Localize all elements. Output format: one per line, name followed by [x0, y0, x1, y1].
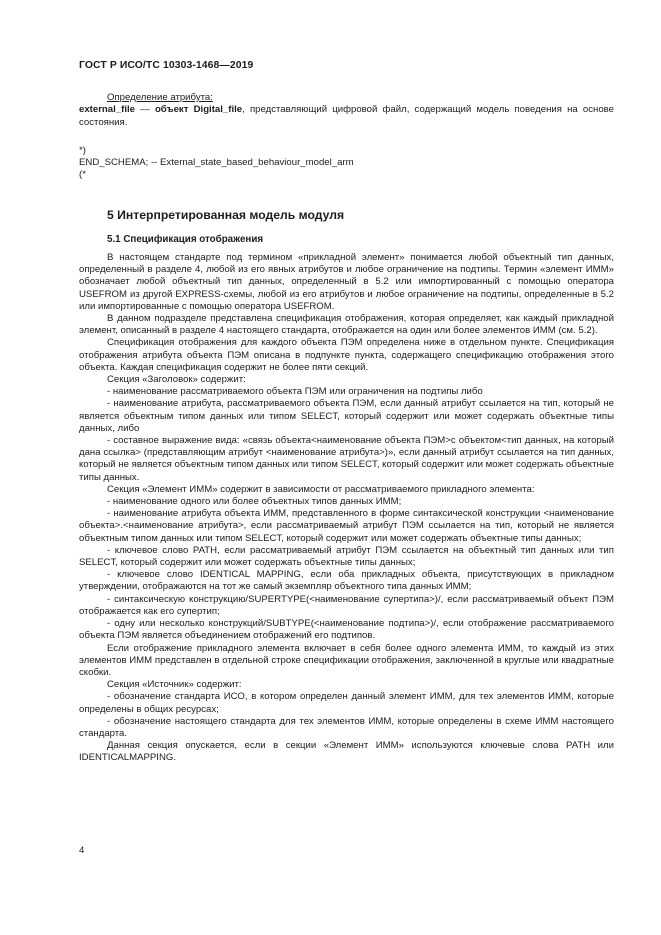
list-item: - наименование одного или более объектных типов данных ИММ; [107, 496, 402, 508]
attribute-term: external_file [79, 104, 135, 116]
list-item: - синтаксическую конструкцию/SUPERTYPE(<наименование супертипа>)/, если рассматриваемый объект ПЭМ отображается как его супертип; [79, 593, 614, 617]
list-item: - одну или несколько конструкций/SUBTYPE(<наименование подтипа>)/, если отображение рассматриваемого объекта ПЭМ является объединением отображений его подтипов. [79, 618, 614, 642]
paragraph: В настоящем стандарте под термином «прикладной элемент» понимается любой объектный тип данных, определенный в разделе 4, любой из его явных атрибутов и любое ограничение на подтипы. Термин «элемент ИММ» обозначает любой объектный тип данных, определенный в 5.2 или импортированный с помощью оператора USEFROM из другой EXPRESS-схемы, любой из его атрибутов и любое ограничение на подтипы, определенные в 5.2 или импортированные с помощью оператора USEFROM. [79, 252, 614, 312]
paragraph: Данная секция опускается, если в секции «Элемент ИММ» используются ключевые слова PATH или IDENTICALMAPPING. [79, 740, 614, 764]
document-header: ГОСТ Р ИСО/ТС 10303-1468—2019 [79, 60, 254, 71]
code-line-3: (* [79, 168, 86, 180]
attribute-object-ref: объект Digital_file [154, 104, 243, 116]
section-title: 5 Интерпретированная модель модуля [107, 208, 345, 222]
attribute-description: , представляющий цифровой файл, содержащий модель поведения на основе состояния. [79, 104, 614, 128]
attribute-definition-heading: Определение атрибута: [107, 92, 213, 103]
paragraph: Если отображение прикладного элемента включает в себя более одного элемента ИММ, то каждый из этих элементов ИММ представлен в отдельной строке спецификации отображения, заключенной в круглые или квадратные скобки. [79, 642, 614, 678]
paragraph: В данном подразделе представлена спецификация отображения, которая определяет, как каждый прикладной элемент, описанный в разделе 4 настоящего стандарта, отображается на один или более элементов ИММ (см. 5.2). [79, 313, 614, 337]
list-item: - ключевое слово PATH, если рассматриваемый атрибут ПЭМ ссылается на объектный тип данных или тип SELECT, который содержит или может содержать объектные типы данных; [79, 544, 614, 569]
list-item: - обозначение настоящего стандарта для тех элементов ИММ, которые определены в схеме ИММ настоящего стандарта. [79, 715, 614, 739]
paragraph: Спецификация отображения для каждого объекта ПЭМ определена ниже в отдельном пункте. Спецификация отображения атрибута объекта ПЭМ описана в подпункте пункта, содержащего спецификацию отображения этого объекта. Каждая спецификация содержит не более пяти секций. [79, 337, 614, 373]
body-text [79, 252, 614, 765]
subsection-title: 5.1 Спецификация отображения [107, 234, 264, 245]
list-item: - наименование атрибута объекта ИММ, представленного в форме синтаксической конструкции <наименование объекта>.<наименование атрибута>, если рассматриваемый атрибут ПЭМ ссылается на тип, который не является объектным типом данных или типом SELECT, который содержит или может содержать объектные типы данных; [79, 508, 614, 544]
list-item: - составное выражение вида: «связь объекта<наименование объекта ПЭМ>с объектом<тип данных, на который дана ссылка> (представляющим атрибут <наименование атрибута>)», если данный атрибут ссылается на тип данных, который не является объектным типом данных или типом SELECT, который содержит или может содержать объектные типы данных. [79, 435, 614, 483]
list-item: - обозначение стандарта ИСО, в котором определен данный элемент ИММ, для тех элементов ИММ, которые определены в общих ресурсах; [79, 691, 614, 715]
list-item: - наименование рассматриваемого объекта ПЭМ или ограничения на подтипы либо [107, 386, 483, 398]
paragraph: Секция «Заголовок» содержит: [107, 374, 246, 386]
paragraph: Секция «Источник» содержит: [107, 679, 242, 691]
express-code-block [79, 145, 354, 180]
list-item: - наименование атрибута, рассматриваемого объекта ПЭМ, если данный атрибут ссылается на тип, который не является объектным типом данных или типом SELECT, который содержит или может содержать объектные типы данных, либо [79, 398, 614, 434]
code-line-2: END_SCHEMA; -- External_state_based_behaviour_model_arm [79, 156, 354, 168]
attribute-definition [79, 92, 614, 129]
attribute-dash: — [135, 104, 155, 116]
list-item: - ключевое слово IDENTICAL MAPPING, если оба прикладных объекта, присутствующих в прикладном утверждении, отображаются на тот же самый экземпляр объектного типа данных ИММ; [79, 569, 614, 593]
paragraph: Секция «Элемент ИММ» содержит в зависимости от рассматриваемого прикладного элемента: [107, 483, 535, 495]
page-number: 4 [79, 845, 85, 856]
code-line-1: *) [79, 145, 86, 156]
